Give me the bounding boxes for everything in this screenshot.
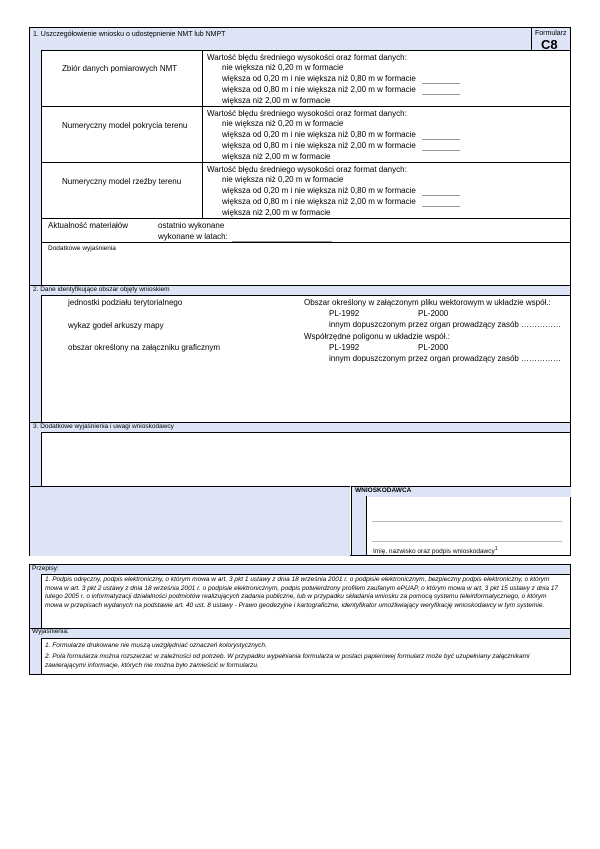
pl2000-polygon: PL-2000 [418, 343, 449, 352]
other-polygon-dots[interactable]: …………… [521, 354, 561, 363]
extra-explanations-label: Dodatkowe wyjaśnienia [48, 245, 116, 252]
other-vector: innym dopuszczonym przez organ prowadzący zasób [329, 320, 519, 329]
last-done-label: ostatnio wykonane [158, 221, 225, 230]
section3-title: 3. Dodatkowe wyjaśnienia i uwagi wnioskodawcy [33, 423, 174, 430]
row-sep-2 [41, 162, 570, 163]
section1-title: 1. Uszczegółowienie wniosku o udostępnienie NMT lub NMPT [33, 31, 226, 38]
format-field-1a[interactable] [422, 83, 460, 84]
pl1992-polygon: PL-1992 [329, 343, 360, 352]
polygon-coords-option: Współrzędne poligonu w układzie współ.: [304, 332, 450, 341]
pl1992-vector: PL-1992 [329, 309, 360, 318]
opt2-row2: większa od 0,20 m i nie większa niż 0,80 m w formacie [222, 130, 416, 139]
opt1-row1: nie większa niż 0,20 m w formacie [222, 63, 344, 72]
rules-label: Przepisy: [32, 565, 59, 572]
error-header-1: Wartość błędu średniego wysokości oraz format danych: [207, 53, 407, 62]
form-code-divider [531, 28, 532, 50]
opt1-row3: nie większa niż 0,20 m w formacie [222, 175, 344, 184]
rules-gutter [30, 574, 42, 628]
territorial-units-option: jednostki podziału terytorialnego [68, 298, 183, 307]
notes-gutter [30, 638, 42, 674]
notes-header [30, 628, 570, 639]
format-field-3b[interactable] [422, 206, 460, 207]
row-sep-1 [41, 106, 570, 107]
opt4-row3: większa niż 2,00 m w formacie [222, 208, 331, 217]
format-field-2a[interactable] [422, 139, 460, 140]
signature-line-2[interactable] [372, 541, 562, 542]
format-field-3a[interactable] [422, 195, 460, 196]
row-sep-3 [41, 218, 570, 219]
other-polygon: innym dopuszczonym przez organ prowadzący zasób [329, 354, 519, 363]
format-field-2b[interactable] [422, 150, 460, 151]
opt1-row2: nie większa niż 0,20 m w formacie [222, 119, 344, 128]
form-code: C8 [541, 37, 558, 52]
form-label: Formularz [535, 30, 567, 37]
applicant-title: WNIOSKODAWCA [355, 487, 412, 494]
opt4-row1: większa niż 2,00 m w formacie [222, 96, 331, 105]
opt3-row1: większa od 0,80 m i nie większa niż 2,00 m w formacie [222, 85, 416, 94]
signature-line[interactable] [372, 521, 562, 522]
map-sheets-option: wykaz godeł arkuszy mapy [68, 321, 164, 330]
note-1-text: 1. Formularze drukowane nie muszą uwzględniać oznaczeń kolorystycznych. [45, 642, 267, 649]
section2-gutter [30, 295, 42, 422]
applicant-inner-gutter [351, 496, 367, 555]
signature-caption-text: Imię, nazwisko oraz podpis wnioskodawcy [373, 548, 495, 556]
opt3-row3: większa od 0,80 m i nie większa niż 2,00 m w formacie [222, 197, 416, 206]
opt3-row2: większa od 0,80 m i nie większa niż 2,00 m w formacie [222, 141, 416, 150]
graphic-attachment-option: obszar określony na załączniku graficznym [68, 343, 221, 352]
opt2-row3: większa od 0,20 m i nie większa niż 0,80 m w formacie [222, 186, 416, 195]
notes-label: Wyjaśnienia: [32, 628, 69, 635]
other-vector-dots[interactable]: …………… [521, 320, 561, 329]
column-divider [202, 50, 203, 218]
applicant-left-area [30, 486, 350, 556]
done-years-label: wykonane w latach: [158, 232, 228, 241]
opt4-row2: większa niż 2,00 m w formacie [222, 152, 331, 161]
section2-title: 2. Dane identyfikujące obszar objęty wnioskiem [33, 286, 170, 293]
actuality-label: Aktualność materiałów [48, 221, 129, 230]
dataset-nmrt-label: Numeryczny model rzeźby terenu [62, 177, 182, 186]
row-sep-4 [41, 242, 570, 243]
error-header-3: Wartość błędu średniego wysokości oraz format danych: [207, 165, 407, 174]
section3-gutter [30, 432, 42, 486]
done-years-field[interactable] [232, 241, 332, 242]
vector-file-option: Obszar określony w załączonym pliku wektorowym w układzie współ.: [304, 298, 551, 307]
dataset-nmt-label: Zbiór danych pomiarowych NMT [62, 64, 178, 73]
opt2-row1: większa od 0,20 m i nie większa niż 0,80 m w formacie [222, 74, 416, 83]
error-header-2: Wartość błędu średniego wysokości oraz format danych: [207, 109, 407, 118]
pl2000-vector: PL-2000 [418, 309, 449, 318]
signature-footnote-mark: 1 [494, 546, 498, 552]
dataset-nmpt-label: Numeryczny model pokrycia terenu [62, 121, 188, 130]
rules-header [30, 565, 570, 575]
format-field-1b[interactable] [422, 94, 460, 95]
rule-1-text: 1. Podpis odręczny, podpis elektroniczny, o którym mowa w art. 3 pkt 1 ustawy z dnia 18 września 2001 r. o podpisie elektronicznym, bezpieczny podpis elektroniczny, o którym mowa w art. 3 pkt 2 ustawy z dnia 18 września 2001 r. o podpisie elektronicznym, podpis potwierdzony profilem zaufanym ePUAP, o którym mowa w art. 3 pkt 15 ustawy z dnia 17 lutego 2005 r. o informatyzacji działalności podmiotów realizujących zadania publiczne, lub w przypadku składania wniosku za pomocą systemu teleinformatycznego, o którym mowa w przepisach wydanych na podstawie art. 40 ust. 8 ustawy - Prawo geodezyjne i kartograficzne, identyfikator umożliwiający weryfikację wnioskodawcy w tym systemie. [45, 576, 559, 609]
signature-caption [373, 545, 498, 557]
section1-gutter [30, 50, 42, 285]
note-2-text: 2. Pola formularza można rozszerzać w zależności od potrzeb. W przypadku wypełniania formularza w postaci papierowej formularz może być uzupełniany załącznikami zawierającymi informacje, których nie można było zamieścić w formularzu. [45, 653, 530, 669]
